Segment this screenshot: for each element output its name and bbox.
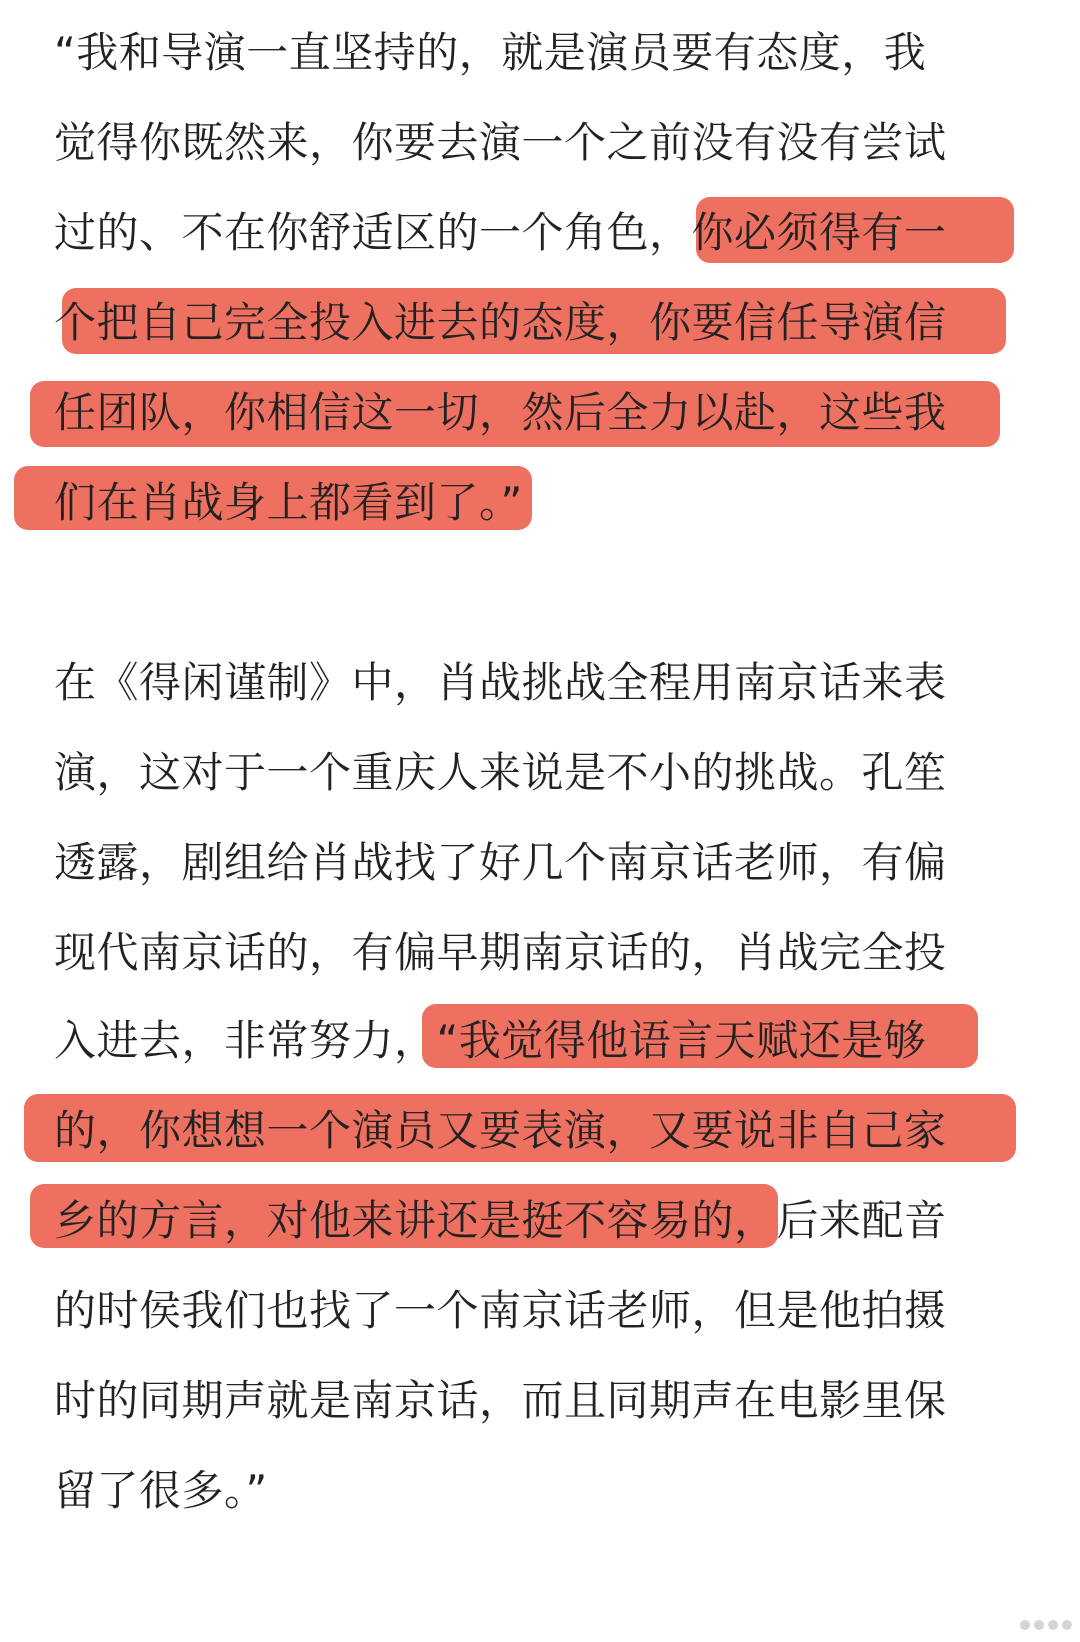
paragraph-line: 时的同期声就是南京话，而且同期声在电影里保 bbox=[54, 1376, 947, 1425]
paragraph-line: 过的、不在你舒适区的一个角色，你必须得有一 bbox=[54, 208, 947, 257]
highlighted-text: 个把自己完全投入进去的态度，你要信任导演信 bbox=[54, 298, 947, 347]
highlighted-text: 们在肖战身上都看到了。 bbox=[54, 478, 501, 527]
paragraph-line bbox=[54, 366, 947, 460]
paragraph-line: 乡的方言，对他来讲还是挺不容易的，后来配音 bbox=[54, 1196, 947, 1245]
paragraph-line: 的时侯我们也找了一个南京话老师，但是他拍摄 bbox=[54, 1286, 947, 1335]
highlighted-text: 你必须得有一 bbox=[691, 208, 947, 257]
paragraph-line: 留了很多。” bbox=[54, 1466, 268, 1515]
paragraph-line: 在《得闲谨制》中，肖战挑战全程用南京话来表 bbox=[54, 658, 947, 707]
paragraph-line: 演，这对于一个重庆人来说是不小的挑战。孔笙 bbox=[54, 748, 947, 797]
paragraph-line bbox=[54, 276, 947, 370]
highlighted-text: 乡的方言，对他来讲还是挺不容易的， bbox=[54, 1196, 777, 1245]
paragraph-line: 现代南京话的，有偏早期南京话的，肖战完全投 bbox=[54, 928, 947, 977]
watermark-icon bbox=[998, 1612, 1072, 1638]
highlighted-text: 的，你想想一个演员又要表演，又要说非自己家 bbox=[54, 1106, 947, 1155]
paragraph-line bbox=[54, 1084, 947, 1178]
paragraph-line: 觉得你既然来，你要去演一个之前没有没有尝试 bbox=[54, 118, 947, 167]
highlighted-text: 任团队，你相信这一切，然后全力以赴，这些我 bbox=[54, 388, 947, 437]
paragraph-line: 透露，剧组给肖战找了好几个南京话老师，有偏 bbox=[54, 838, 947, 887]
paragraph-line: 入进去，非常努力，“我觉得他语言天赋还是够 bbox=[54, 1016, 927, 1065]
paragraph-line: “我和导演一直坚持的，就是演员要有态度，我 bbox=[54, 28, 927, 77]
paragraph-line: 们在肖战身上都看到了。” bbox=[54, 478, 523, 527]
highlighted-text: “我觉得他语言天赋还是够 bbox=[436, 1016, 927, 1065]
